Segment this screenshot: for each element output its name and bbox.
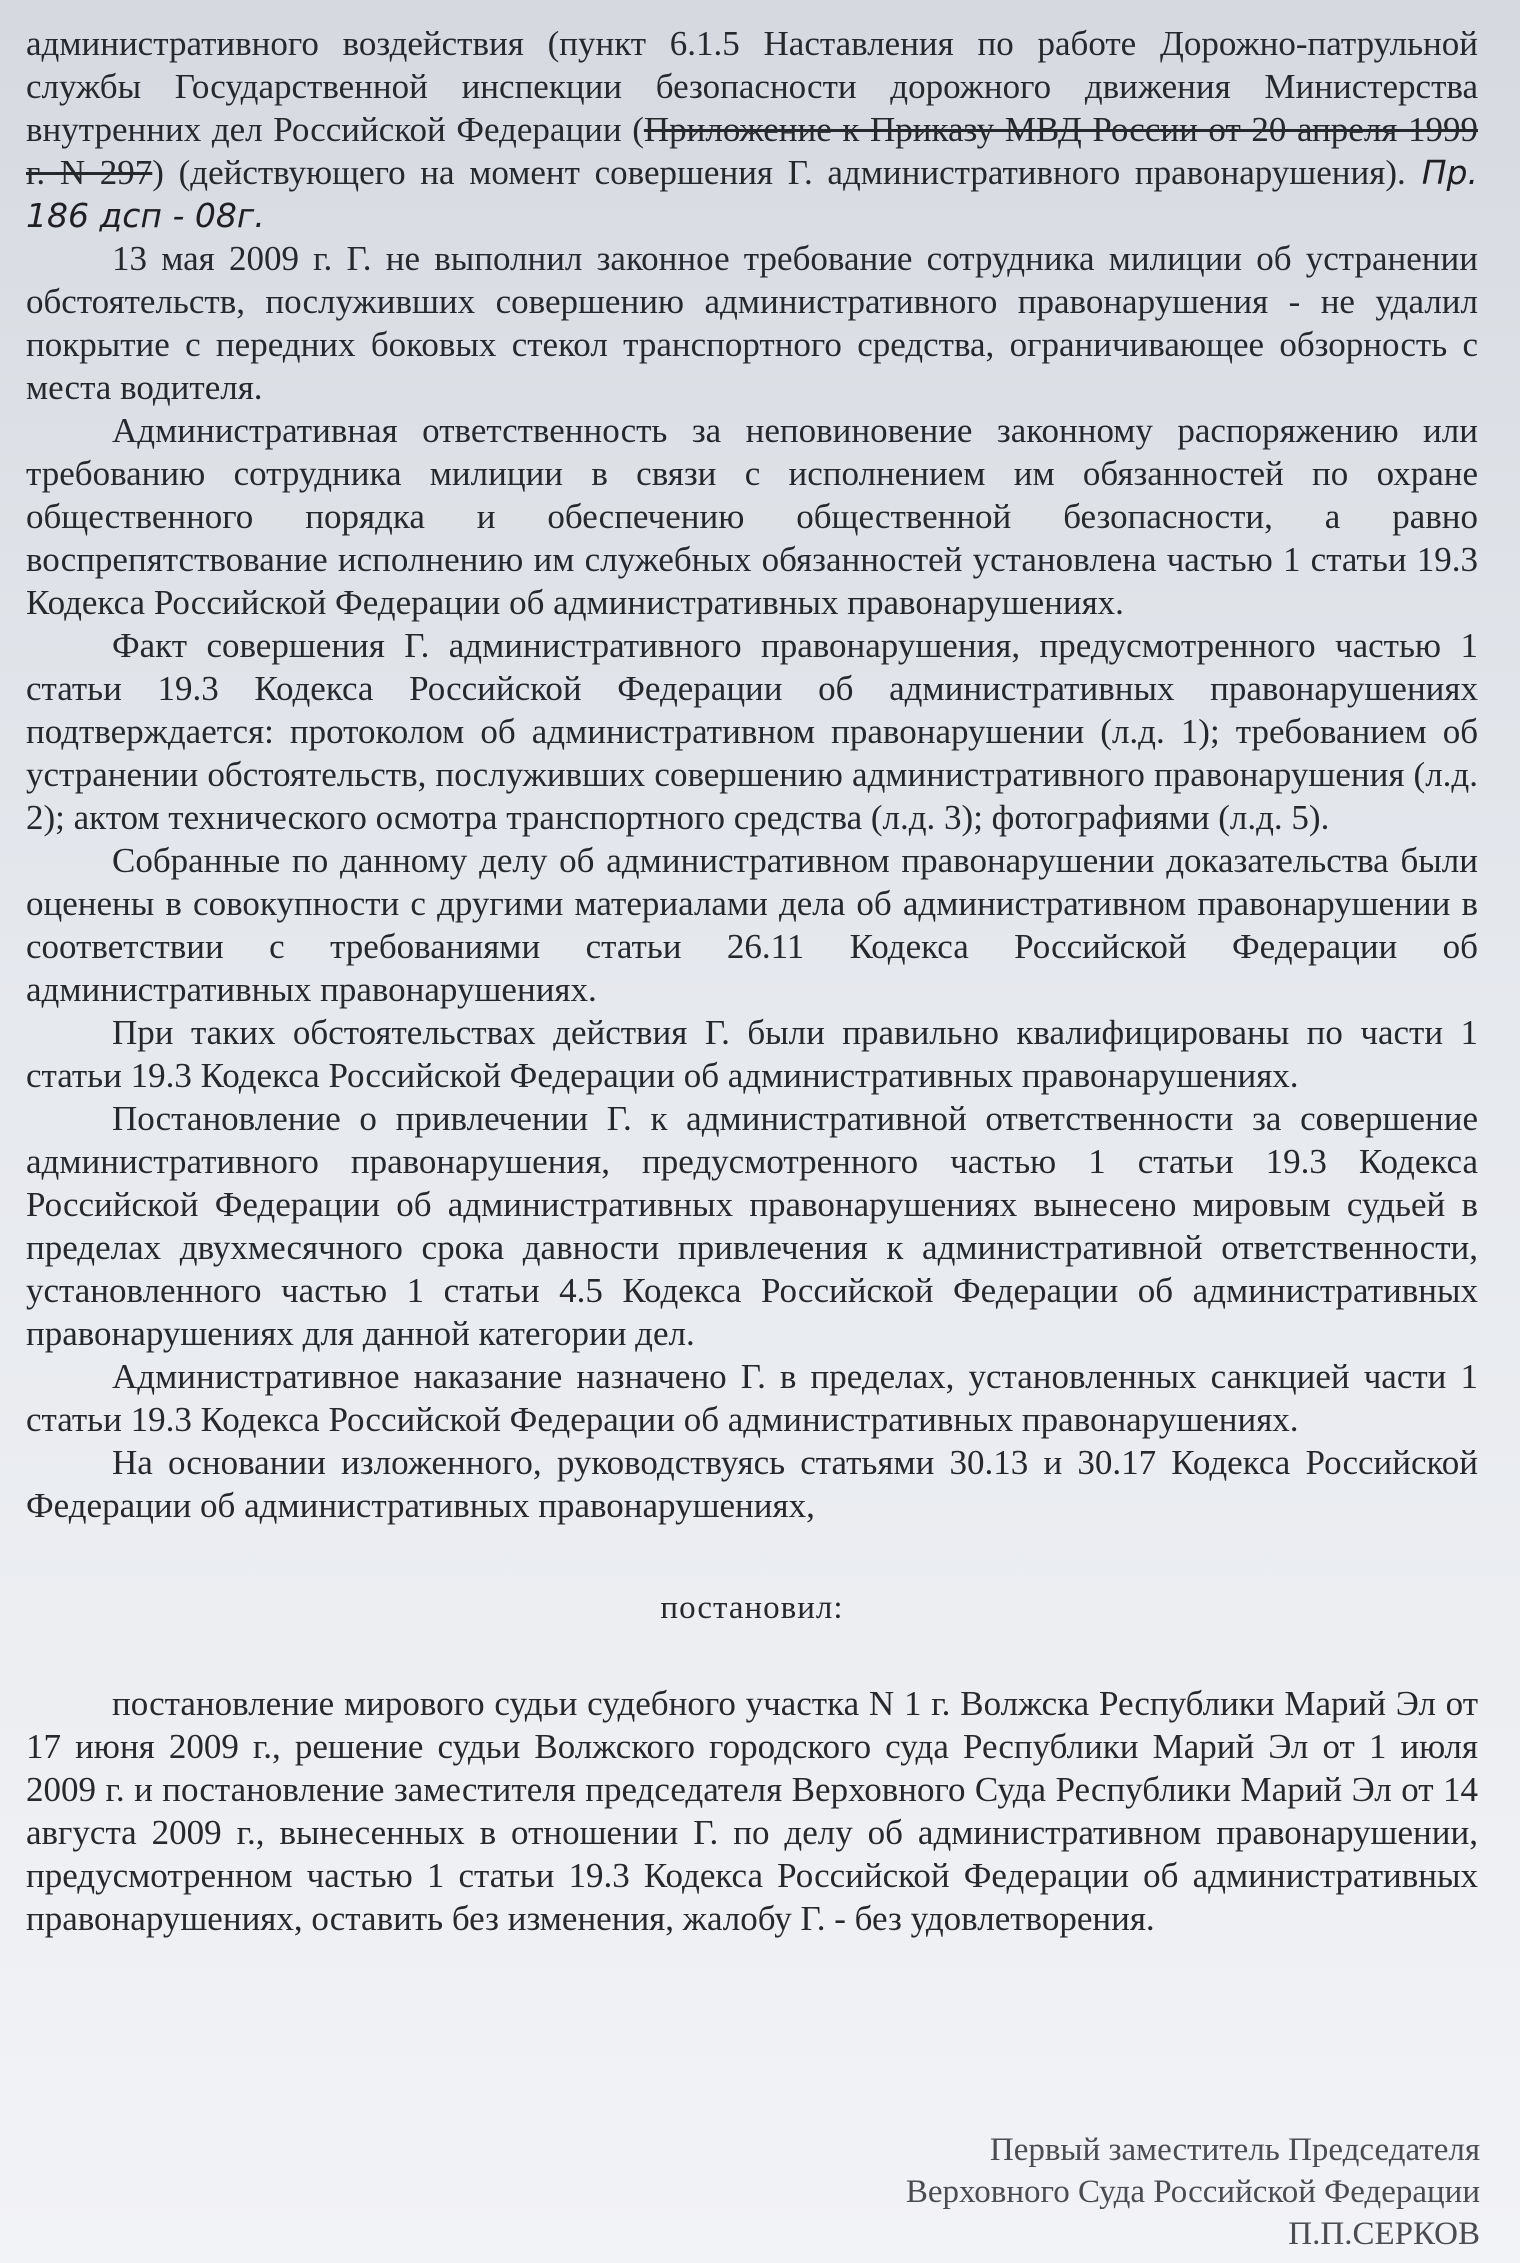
paragraph-facts: 13 мая 2009 г. Г. не выполнил законное требование сотрудника милиции об устранении обстоятельств, послуживших совершению административного правонарушения - не удалил покрытие с передних боковых стекол транспортного средства, ограничивающее обзорность с места водителя. (26, 239, 1478, 407)
paragraph-assessment: Собранные по данному делу об административном правонарушении доказательства были оценены в совокупности с другими материалами дела об административном правонарушении в соответствии с требованиями статьи 26.11 Кодекса Российской Федерации об административных правонарушениях. (26, 841, 1478, 1009)
signature-block (906, 2129, 1480, 2255)
signature-name: П.П.СЕРКОВ (1288, 2216, 1480, 2252)
paragraph-grounds: На основании изложенного, руководствуясь статьями 30.13 и 30.17 Кодекса Российской Федерации об административных правонарушениях, (26, 1443, 1478, 1525)
paragraph-penalty: Административное наказание назначено Г. в пределах, установленных санкцией части 1 статьи 19.3 Кодекса Российской Федерации об административных правонарушениях. (26, 1357, 1478, 1439)
signature-title: Первый заместитель Председателя (989, 2132, 1480, 2168)
decision-heading: постановил: (660, 1590, 844, 1626)
paragraph-time-limit: Постановление о привлечении Г. к административной ответственности за совершение административного правонарушения, предусмотренного частью 1 статьи 19.3 Кодекса Российской Федерации об административных правонарушениях вынесено мировым судьей в пределах двухмесячного срока давности привлечения к административной ответственности, установленного частью 1 статьи 4.5 Кодекса Российской Федерации об административных правонарушениях для данной категории дел. (26, 1099, 1478, 1353)
citation-text-a: административного воздействия (пункт 6.1.5 Наставления по работе Дорожно-патрульной службы Государственной инспекции безопасности дорожного движения Министерства внутренних дел Российской Федерации ( (26, 24, 1478, 149)
paragraph-liability: Административная ответственность за неповиновение законному распоряжению или требованию сотрудника милиции в связи с исполнением им обязанностей по охране общественного порядка и обеспечению общественной безопасности, а равно воспрепятствование исполнению им служебных обязанностей установлена частью 1 статьи 19.3 Кодекса Российской Федерации об административных правонарушениях. (26, 411, 1478, 622)
paragraph-evidence: Факт совершения Г. административного правонарушения, предусмотренного частью 1 статьи 19.3 Кодекса Российской Федерации об административных правонарушениях подтверждается: протоколом об административном правонарушении (л.д. 1); требованием об устранении обстоятельств, послуживших совершению административного правонарушения (л.д. 2); актом технического осмотра транспортного средства (л.д. 3); фотографиями (л.д. 5). (26, 626, 1478, 837)
struck-out-text: Приложение к Приказу МВД России от 20 апреля 1999 г. N 297 (26, 110, 1479, 192)
handwritten-note: Пр. 186 дсп - 08г. (26, 153, 1478, 235)
paragraph-resolution: постановление мирового судьи судебного участка N 1 г. Волжска Республики Марий Эл от 17 июня 2009 г., решение судьи Волжского городского суда Республики Марий Эл от 1 июля 2009 г. и постановление заместителя председателя Верховного Суда Республики Марий Эл от 14 августа 2009 г., вынесенных в отношении Г. по делу об административном правонарушении, предусмотренном частью 1 статьи 19.3 Кодекса Российской Федерации об административных правонарушениях, оставить без изменения, жалобу Г. - без удовлетворения. (26, 1684, 1478, 1938)
citation-text-b: ) (действующего на момент совершения Г. административного правонарушения). (152, 153, 1406, 192)
paragraph-qualification: При таких обстоятельствах действия Г. были правильно квалифицированы по части 1 статьи 19.3 Кодекса Российской Федерации об административных правонарушениях. (26, 1013, 1478, 1095)
paragraph-citation (26, 22, 1478, 237)
signature-court: Верховного Суда Российской Федерации (905, 2174, 1480, 2210)
